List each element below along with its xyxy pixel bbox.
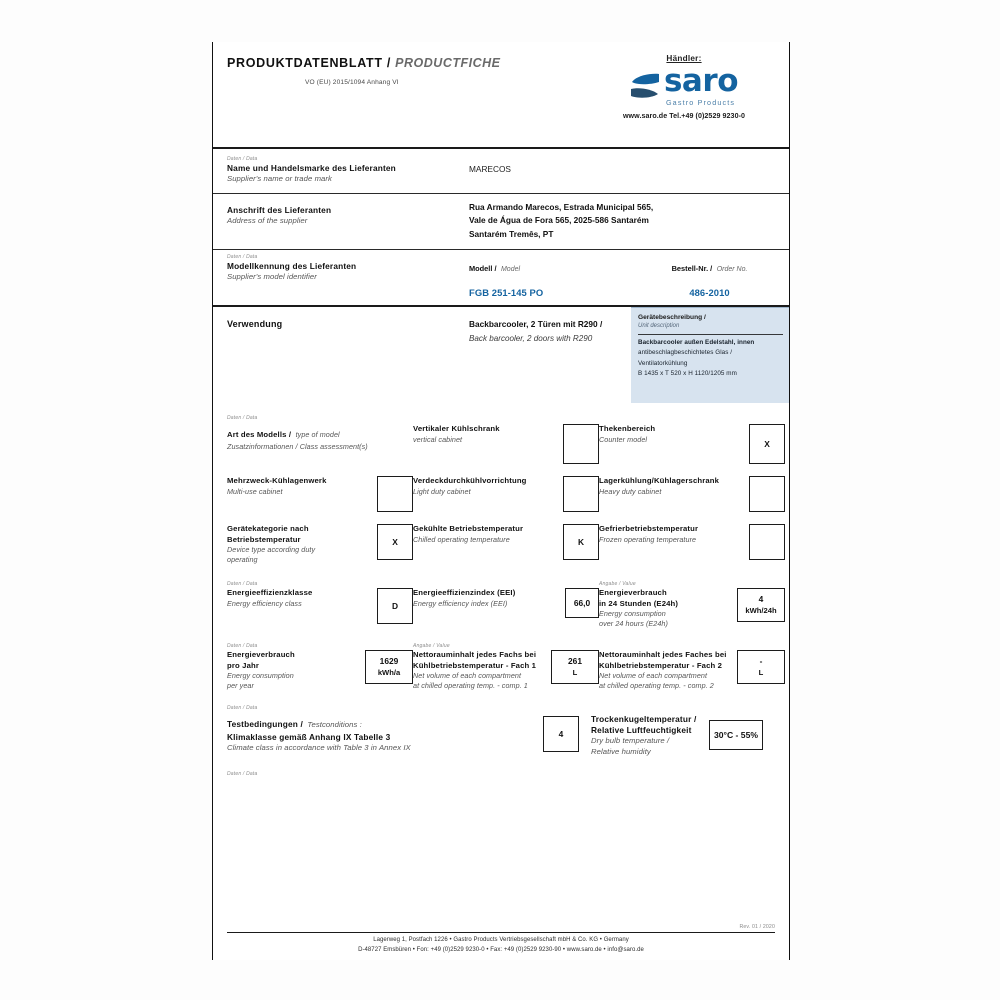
model-identifier-value: FGB 251-145 PO [469, 287, 544, 298]
title-separator: / [386, 56, 391, 70]
model-type-head-de: Art des Modells / [227, 430, 292, 439]
multi-use-de: Mehrzweck-Kühlagenwerk [227, 476, 327, 485]
consumption-year-en-1: Energy consumption [227, 671, 294, 680]
checkbox-row-1 [227, 424, 775, 464]
model-head-en: Model [500, 266, 521, 273]
light-duty-de: Verdeckdurchkühlvorrichtung [413, 476, 527, 485]
consumption-24h-text [599, 588, 737, 629]
climate-de-1: Testbedingungen / [227, 719, 303, 729]
comp2-number: - [759, 656, 763, 666]
frozen-text [599, 524, 749, 545]
model-type-heading-line [227, 424, 407, 442]
unit-description-box [631, 307, 789, 403]
checkbox-row-3 [227, 524, 775, 565]
chilled-text [413, 524, 563, 545]
unit-description-head-de: Gerätebeschreibung / [638, 314, 706, 321]
comp1-unit: L [572, 668, 578, 677]
micro-label-volume-right: Angabe / Value [413, 643, 450, 649]
dealer-block [593, 54, 775, 120]
comp1-en-1: Net volume of each compartment [413, 671, 522, 680]
consumption-24h-cell[interactable] [599, 588, 785, 629]
order-number-value: 486-2010 [689, 287, 730, 298]
order-col-head [644, 258, 775, 276]
checkbox-cell-multi-use[interactable] [227, 476, 413, 512]
comp1-en-2: at chilled operating temp. - comp. 1 [413, 681, 528, 690]
model-col-head-1 [469, 258, 644, 276]
model-type-heading-cell [227, 424, 413, 452]
model-label [227, 254, 469, 298]
saro-name: saro [663, 63, 739, 99]
checkbox-cell-chilled[interactable] [413, 524, 599, 560]
value-climate-class[interactable]: 4 [543, 716, 579, 752]
eei-cell[interactable] [413, 588, 599, 618]
micro-label-data-type: Daten / Data [227, 415, 258, 421]
value-energy-class[interactable]: D [377, 588, 413, 624]
consumption-year-de-1: Energieverbrauch [227, 650, 295, 659]
footer-divider [227, 932, 775, 933]
model-type-section [213, 401, 789, 565]
counter-model-de: Thekenbereich [599, 424, 656, 433]
energy-class-de: Energieeffizienzklasse [227, 588, 313, 597]
humidity-text [579, 714, 709, 757]
micro-label-volume-left: Daten / Data [227, 643, 258, 649]
consumption-24h-unit: kWh/24h [745, 606, 777, 615]
vertical-cabinet-de: Vertikaler Kühlschrank [413, 424, 500, 433]
heavy-duty-de: Lagerkühlung/Kühlagerschrank [599, 476, 720, 485]
comp2-en-2: at chilled operating temp. - comp. 2 [599, 681, 714, 690]
counter-model-text [599, 424, 749, 445]
consumption-year-text [227, 650, 365, 691]
energy-class-cell[interactable] [227, 588, 413, 624]
unit-description-head-en: Unit description [638, 323, 680, 329]
chilled-en: Chilled operating temperature [413, 534, 510, 544]
model-column-model [469, 254, 644, 298]
comp2-de-1: Nettorauminhalt jedes Faches bei [599, 650, 727, 659]
document-header [213, 42, 789, 147]
light-duty-en: Light duty cabinet [413, 486, 471, 496]
micro-label-energy-right: Angabe / Value [599, 581, 636, 587]
comp2-de-2: Kühlbetriebstemperatur - Fach 2 [599, 660, 723, 670]
temp-category-de-1: Gerätekategorie nach [227, 524, 309, 533]
vertical-cabinet-en: vertical cabinet [413, 434, 463, 444]
checkbox-cell-heavy-duty[interactable] [599, 476, 785, 512]
usage-value-en: Back barcooler, 2 doors with R290 [469, 333, 593, 343]
unit-description-dimensions: B 1435 x T 520 x H 1120/1205 mm [638, 370, 737, 377]
model-type-head-de-it: type of model [295, 430, 340, 439]
humidity-en-1: Dry bulb temperature / [591, 736, 670, 745]
supplier-address-de: Anschrift des Lieferanten [227, 204, 332, 215]
supplier-name-value-wrap [469, 156, 775, 185]
value-net-volume-comp2[interactable] [737, 650, 785, 684]
unit-description-line-2: antibeschlagbeschichtetes Glas / [638, 349, 733, 356]
consumption-year-unit: kWh/a [377, 668, 401, 677]
supplier-name-value: MARECOS [469, 164, 511, 174]
consumption-24h-en-1: Energy consumption [599, 609, 666, 618]
model-type-heading-text [227, 424, 413, 452]
order-head-en: Order No. [716, 266, 748, 273]
climate-row [227, 714, 775, 757]
usage-label-wrap [227, 315, 469, 393]
micro-label-bottom: Daten / Data [227, 771, 258, 777]
footer-line-2: D-48727 Emsbüren • Fon: +49 (0)2529 9230-0 • Fax: +49 (0)2529 9230-90 • www.saro.de • info@saro.de [358, 946, 644, 953]
eei-en: Energy efficiency index (EEI) [413, 598, 508, 608]
checkbox-cell-light-duty[interactable] [413, 476, 599, 512]
dealer-label: Händler: [666, 54, 702, 63]
value-eei[interactable]: 66,0 [565, 588, 599, 618]
saro-logo [593, 63, 775, 107]
value-consumption-year[interactable] [365, 650, 413, 684]
supplier-name-en: Supplier's name or trade mark [227, 174, 332, 183]
row-supplier-name [213, 149, 789, 193]
frozen-de: Gefrierbetriebstemperatur [599, 524, 699, 533]
heavy-duty-en: Heavy duty cabinet [599, 486, 662, 496]
net-volume-comp2-text [599, 650, 737, 691]
usage-label: Verwendung [227, 319, 283, 329]
eei-de: Energieeffizienzindex (EEI) [413, 588, 516, 597]
checkbox-cell-frozen[interactable] [599, 524, 785, 560]
address-line-1: Rua Armando Marecos, Estrada Municipal 565, [469, 201, 654, 212]
climate-section [213, 699, 789, 778]
light-duty-text [413, 476, 563, 497]
energy-section [213, 577, 789, 629]
value-consumption-24h[interactable] [737, 588, 785, 622]
multi-use-text [227, 476, 377, 497]
title-german: PRODUKTDATENBLATT [227, 56, 383, 70]
supplier-name-de: Name und Handelsmarke des Lieferanten [227, 163, 396, 173]
energy-class-en: Energy efficiency class [227, 598, 302, 608]
volume-micro-row [227, 643, 775, 650]
usage-value-wrap [469, 315, 641, 393]
frozen-en: Frozen operating temperature [599, 534, 697, 544]
address-line-3: Santarém Tremês, PT [469, 228, 554, 239]
temp-category-en-2: operating [227, 555, 258, 564]
climate-en: Climate class in accordance with Table 3 in Annex IX [227, 743, 411, 752]
multi-use-en: Multi-use cabinet [227, 486, 283, 496]
saro-tagline: Gastro Products [665, 98, 736, 107]
saro-swoosh-icon [630, 71, 660, 105]
net-volume-comp1-text [413, 650, 551, 691]
volume-row [227, 650, 775, 691]
product-fiche-sheet [212, 42, 790, 960]
climate-de-1-it: Testconditions : [307, 720, 362, 729]
energy-row [227, 588, 775, 629]
temperature-category-cell[interactable] [227, 524, 413, 565]
comp1-number: 261 [568, 656, 582, 666]
checkbox-cell-vertical-cabinet[interactable] [413, 424, 599, 464]
energy-class-text [227, 588, 377, 609]
eei-text [413, 588, 565, 609]
checkbox-counter-model[interactable]: X [749, 424, 785, 464]
micro-label-data-model: Daten / Data [227, 254, 258, 260]
value-net-volume-comp1[interactable] [551, 650, 599, 684]
checkbox-temperature-category[interactable]: X [377, 524, 413, 560]
value-dry-bulb-humidity[interactable]: 30°C - 55% [709, 720, 763, 750]
heavy-duty-text [599, 476, 749, 497]
supplier-address-en: Address of the supplier [227, 215, 308, 225]
humidity-en-2: Relative humidity [591, 746, 651, 756]
checkbox-row-2 [227, 476, 775, 512]
address-line-2: Vale de Água de Fora 565, 2025-586 Santarém [469, 215, 649, 225]
regulation-reference: VO (EU) 2015/1094 Anhang VI [305, 79, 399, 86]
net-volume-comp2-cell[interactable] [599, 650, 785, 691]
checkbox-light-duty[interactable] [563, 476, 599, 512]
consumption-year-en-2: per year [227, 681, 254, 690]
model-de: Modellkennung des Lieferanten [227, 261, 357, 271]
climate-text [227, 714, 543, 754]
title-english: PRODUCTFICHE [395, 56, 501, 70]
document-footer [213, 924, 789, 960]
model-head-de: Modell / [469, 264, 497, 273]
consumption-24h-de-1: Energieverbrauch [599, 588, 667, 597]
supplier-name-label [227, 156, 469, 185]
comp1-de-2: Kühlbetriebstemperatur - Fach 1 [413, 660, 537, 670]
row-supplier-address [213, 194, 789, 250]
consumption-year-de-2: pro Jahr [227, 660, 259, 670]
chilled-de: Gekühlte Betriebstemperatur [413, 524, 524, 533]
consumption-year-number: 1629 [379, 656, 399, 666]
model-type-head-en: Zusatzinformationen / Class assessment(s) [227, 442, 368, 451]
net-volume-comp1-cell[interactable] [413, 650, 599, 691]
footer-revision-code: Rev. 01 / 2020 [739, 924, 775, 930]
checkbox-heavy-duty[interactable] [749, 476, 785, 512]
comp1-de-1: Nettorauminhalt jedes Fachs bei [413, 650, 537, 659]
temp-category-en-1: Device type according duty [227, 545, 316, 554]
unit-description-line-3: Ventilatorkühlung [638, 359, 688, 367]
checkbox-multi-use[interactable] [377, 476, 413, 512]
consumption-24h-en-2: over 24 hours (E24h) [599, 619, 668, 628]
micro-label-data: Daten / Data [227, 156, 258, 162]
climate-de-line-1 [227, 714, 543, 732]
saro-wordmark [663, 63, 739, 107]
model-value-columns [469, 254, 775, 298]
temperature-category-text [227, 524, 377, 565]
micro-label-climate: Daten / Data [227, 705, 258, 711]
volume-section [213, 637, 789, 691]
order-head-de: Bestell-Nr. / [671, 264, 713, 273]
climate-de-2: Klimaklasse gemäß Anhang IX Tabelle 3 [227, 732, 391, 742]
consumption-24h-number: 4 [758, 594, 764, 604]
unit-description-line-1: Backbarcooler außen Edelstahl, innen [638, 338, 755, 346]
humidity-de-1: Trockenkugeltemperatur / [591, 714, 697, 724]
row-model [213, 250, 789, 305]
vertical-cabinet-text [413, 424, 563, 445]
row-usage [213, 307, 789, 401]
dealer-contact: www.saro.de Tel.+49 (0)2529 9230-0 [622, 112, 746, 120]
temp-category-de-2: Betriebstemperatur [227, 534, 301, 544]
usage-value-de: Backbarcooler, 2 Türen mit R290 / [469, 319, 603, 329]
micro-label-energy-left: Daten / Data [227, 581, 258, 587]
humidity-de-2: Relative Luftfeuchtigkeit [591, 725, 692, 735]
comp2-unit: L [758, 668, 764, 677]
consumption-year-cell[interactable] [227, 650, 413, 691]
supplier-address-value [469, 201, 775, 242]
checkbox-chilled-temp[interactable]: K [563, 524, 599, 560]
consumption-24h-de-2: in 24 Stunden (E24h) [599, 598, 679, 608]
checkbox-cell-counter-model[interactable] [599, 424, 785, 464]
unit-description-divider [638, 334, 783, 335]
comp2-en-1: Net volume of each compartment [599, 671, 708, 680]
energy-micro-row [227, 581, 775, 588]
checkbox-vertical-cabinet[interactable] [563, 424, 599, 464]
footer-line-1: Lagerweg 1, Postfach 1226 • Gastro Products Vertriebsgesellschaft mbH & Co. KG • Germany [373, 937, 629, 943]
model-en: Supplier's model identifier [227, 272, 317, 281]
counter-model-en: Counter model [599, 434, 648, 444]
checkbox-frozen-temp[interactable] [749, 524, 785, 560]
model-column-order [644, 254, 775, 298]
supplier-address-label [227, 201, 469, 242]
